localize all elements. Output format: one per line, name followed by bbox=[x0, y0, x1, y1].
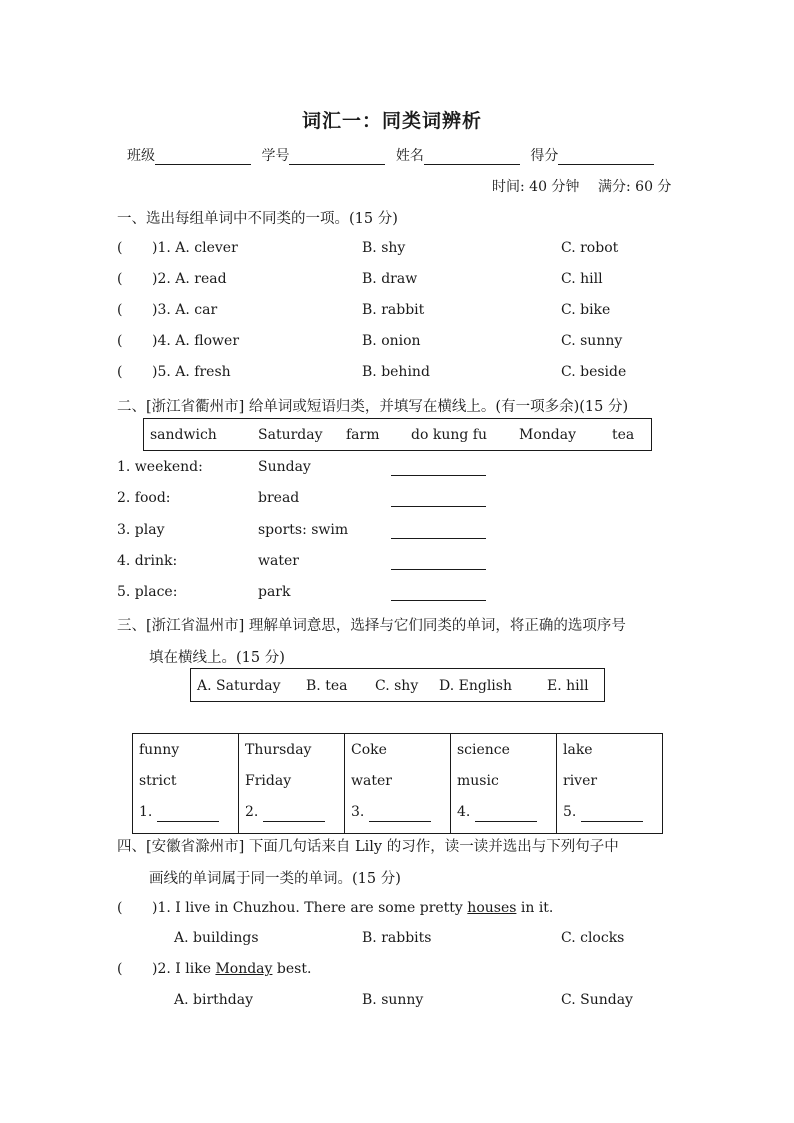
word-bank-item: tea bbox=[612, 427, 635, 443]
group-number: 2. bbox=[245, 804, 259, 820]
group-word: funny bbox=[139, 742, 180, 758]
answer-paren[interactable]: ( bbox=[117, 333, 123, 349]
section2-heading: 二、[浙江省衢州市] 给单词或短语归类，并填写在横线上。(有一项多余)(15 分) bbox=[117, 399, 629, 415]
option-c: C. hill bbox=[561, 271, 603, 287]
option-a: )4. A. flower bbox=[152, 333, 240, 349]
answer-line[interactable] bbox=[391, 460, 486, 476]
sentence-text: in it. bbox=[516, 900, 554, 916]
question-sentence bbox=[152, 900, 553, 916]
option-item: E. hill bbox=[547, 678, 589, 694]
option-b: B. rabbit bbox=[362, 302, 425, 318]
section4-heading-cont: 画线的单词属于同一类的单词。(15 分) bbox=[149, 871, 401, 887]
word-bank-item: farm bbox=[346, 427, 380, 443]
answer-paren[interactable]: ( bbox=[117, 961, 123, 977]
class-field[interactable] bbox=[155, 149, 251, 165]
answer-line[interactable] bbox=[391, 554, 486, 570]
answer-paren[interactable]: ( bbox=[117, 302, 123, 318]
group-number: 5. bbox=[563, 804, 577, 820]
full-score: 满分: 60 分 bbox=[598, 179, 672, 195]
word-bank-item: Monday bbox=[519, 427, 576, 443]
group-word: Coke bbox=[351, 742, 387, 758]
group-word: Friday bbox=[245, 773, 292, 789]
group-word: Thursday bbox=[245, 742, 312, 758]
answer-line[interactable] bbox=[391, 523, 486, 539]
word-bank-item: Saturday bbox=[258, 427, 323, 443]
word-group-cell bbox=[345, 734, 451, 834]
option-b: B. rabbits bbox=[362, 930, 432, 946]
section4-heading: 四、[安徽省滁州市] 下面几句话来自 Lily 的习作，读一读并选出与下列句子中 bbox=[117, 839, 619, 855]
section3-heading-cont: 填在横线上。(15 分) bbox=[149, 650, 285, 666]
category-label: 4. drink: bbox=[117, 553, 178, 569]
category-label: 5. place: bbox=[117, 584, 178, 600]
group-word: science bbox=[457, 742, 510, 758]
word-group-table bbox=[132, 733, 663, 834]
group-answer-blank[interactable] bbox=[263, 807, 325, 822]
example-word: Sunday bbox=[258, 459, 311, 475]
answer-line[interactable] bbox=[391, 491, 486, 507]
option-a: )2. A. read bbox=[152, 271, 227, 287]
category-label: 1. weekend: bbox=[117, 459, 203, 475]
group-number: 1. bbox=[139, 804, 153, 820]
option-c: C. clocks bbox=[561, 930, 625, 946]
answer-paren[interactable]: ( bbox=[117, 240, 123, 256]
category-label: 3. play bbox=[117, 522, 165, 538]
page-title: 词汇一：同类词辨析 bbox=[302, 110, 483, 132]
group-word: river bbox=[563, 773, 598, 789]
time-limit: 时间: 40 分钟 bbox=[492, 179, 580, 195]
option-item: D. English bbox=[439, 678, 512, 694]
option-b: B. shy bbox=[362, 240, 406, 256]
option-c: C. sunny bbox=[561, 333, 623, 349]
class-label: 班级 bbox=[127, 148, 155, 164]
sentence-text: )2. I like bbox=[152, 961, 216, 977]
option-c: C. bike bbox=[561, 302, 611, 318]
word-bank-box bbox=[143, 418, 652, 451]
group-answer-blank[interactable] bbox=[369, 807, 431, 822]
option-c: C. Sunday bbox=[561, 992, 633, 1008]
example-word: sports: swim bbox=[258, 522, 349, 538]
option-c: C. beside bbox=[561, 364, 627, 380]
word-bank-item: do kung fu bbox=[411, 427, 487, 443]
answer-paren[interactable]: ( bbox=[117, 900, 123, 916]
word-bank-item: sandwich bbox=[150, 427, 217, 443]
name-label: 姓名 bbox=[395, 148, 424, 164]
word-group-cell bbox=[557, 734, 663, 834]
question-sentence bbox=[152, 961, 311, 977]
underlined-word: houses bbox=[467, 900, 517, 916]
option-a: )1. A. clever bbox=[152, 240, 238, 256]
example-word: water bbox=[258, 553, 299, 569]
word-group-cell bbox=[451, 734, 557, 834]
group-number: 3. bbox=[351, 804, 365, 820]
group-word: water bbox=[351, 773, 392, 789]
id-field[interactable] bbox=[289, 149, 385, 165]
example-word: park bbox=[258, 584, 291, 600]
word-group-cell bbox=[133, 734, 239, 834]
option-b: B. behind bbox=[362, 364, 430, 380]
option-b: B. sunny bbox=[362, 992, 424, 1008]
example-word: bread bbox=[258, 490, 300, 506]
group-answer-blank[interactable] bbox=[475, 807, 537, 822]
option-a: A. buildings bbox=[174, 930, 259, 946]
option-b: B. onion bbox=[362, 333, 421, 349]
group-word: lake bbox=[563, 742, 593, 758]
score-field[interactable] bbox=[558, 149, 654, 165]
group-number: 4. bbox=[457, 804, 471, 820]
word-group-cell bbox=[239, 734, 345, 834]
section1-heading: 一、选出每组单词中不同类的一项。(15 分) bbox=[117, 211, 398, 227]
option-a: A. birthday bbox=[174, 992, 254, 1008]
option-item: B. tea bbox=[306, 678, 348, 694]
answer-line[interactable] bbox=[391, 585, 486, 601]
sentence-text: )1. I live in Chuzhou. There are some pretty bbox=[152, 900, 468, 916]
score-label: 得分 bbox=[530, 148, 559, 164]
category-label: 2. food: bbox=[117, 490, 171, 506]
group-answer-blank[interactable] bbox=[157, 807, 219, 822]
answer-paren[interactable]: ( bbox=[117, 271, 123, 287]
group-word: strict bbox=[139, 773, 177, 789]
group-word: music bbox=[457, 773, 499, 789]
id-label: 学号 bbox=[261, 148, 290, 164]
option-item: A. Saturday bbox=[197, 678, 281, 694]
section3-heading: 三、[浙江省温州市] 理解单词意思，选择与它们同类的单词，将正确的选项序号 bbox=[117, 618, 626, 634]
option-item: C. shy bbox=[375, 678, 419, 694]
underlined-word: Monday bbox=[215, 961, 273, 977]
answer-paren[interactable]: ( bbox=[117, 364, 123, 380]
option-a: )3. A. car bbox=[152, 302, 218, 318]
sentence-text: best. bbox=[272, 961, 312, 977]
option-a: )5. A. fresh bbox=[152, 364, 231, 380]
student-info-row bbox=[127, 145, 654, 165]
option-b: B. draw bbox=[362, 271, 418, 287]
options-box bbox=[190, 668, 605, 702]
group-answer-blank[interactable] bbox=[581, 807, 643, 822]
option-c: C. robot bbox=[561, 240, 619, 256]
name-field[interactable] bbox=[424, 149, 520, 165]
